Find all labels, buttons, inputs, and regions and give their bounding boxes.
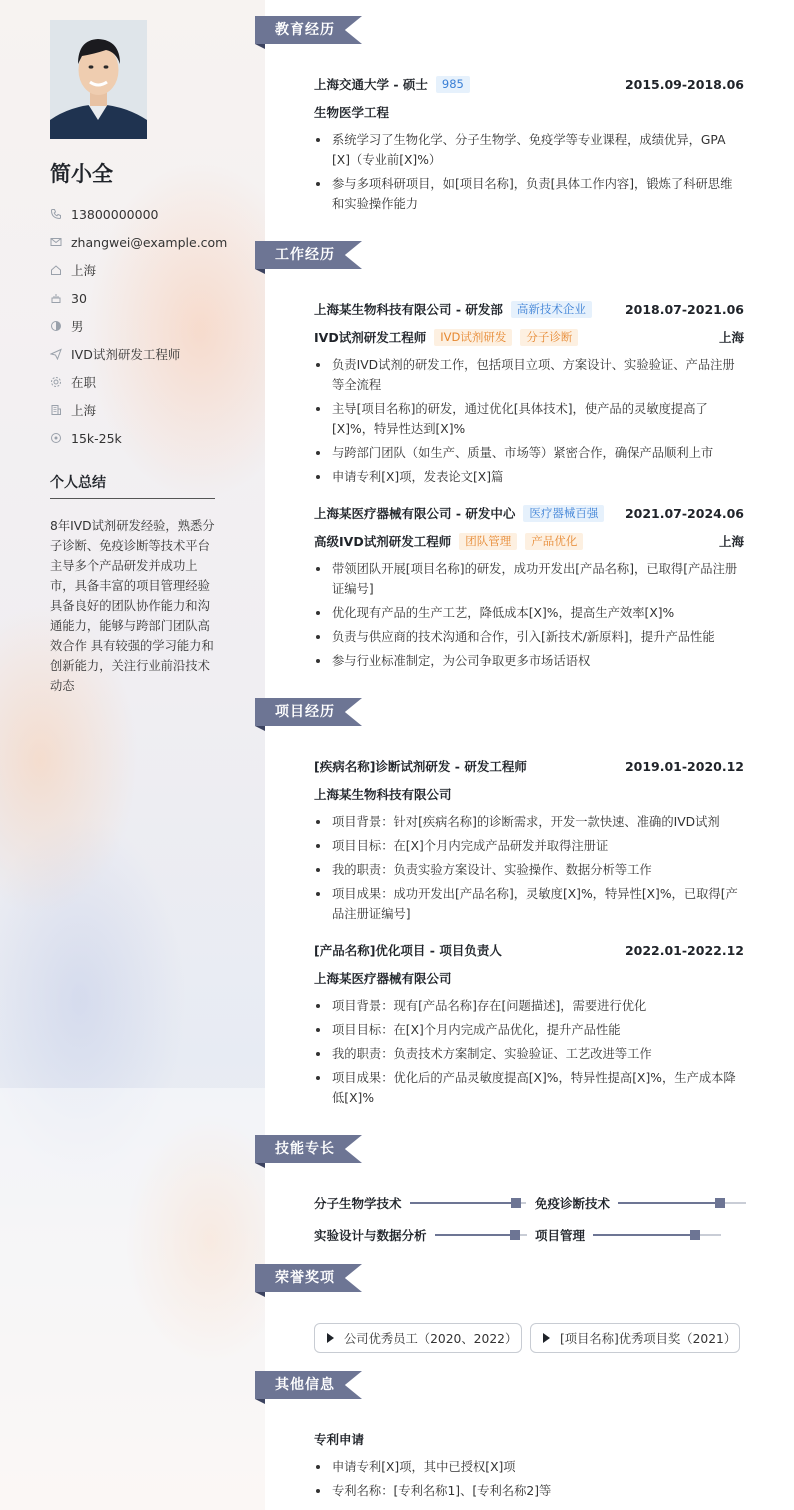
play-icon <box>327 1333 334 1343</box>
section-title: 项目经历 <box>275 704 335 720</box>
work-date: 2018.07-2021.06 <box>624 301 744 317</box>
list-item: 主导[项目名称]的研发，通过优化[具体技术]，使产品的灵敏度提高了[X]%，特异性达到[X]% <box>314 399 744 439</box>
info-position <box>50 340 227 368</box>
building-icon <box>50 404 62 416</box>
skill-fill <box>410 1202 517 1204</box>
info-gender <box>50 312 227 340</box>
section-title: 工作经历 <box>275 247 335 263</box>
list-item: 带领团队开展[项目名称]的研发，成功开发出[产品名称]，已取得[产品注册证编号] <box>314 559 744 599</box>
sidebar-fade <box>0 1088 265 1510</box>
work-bullets <box>314 355 744 491</box>
role-tag: 分子诊断 <box>520 329 578 346</box>
home-icon <box>50 264 62 276</box>
work-bullets <box>314 559 744 675</box>
other-title-text: 专利申请 <box>314 1432 365 1447</box>
project-title: [疾病名称]诊断试剂研发 - 研发工程师 <box>314 759 527 774</box>
summary-divider <box>50 498 215 499</box>
skill-item <box>314 1193 526 1213</box>
email-text: zhangwei@example.com <box>71 234 228 250</box>
role-name: 高级IVD试剂研发工程师 <box>314 534 452 549</box>
award-text: 公司优秀员工（2020、2022） <box>344 1332 518 1346</box>
main-content <box>265 0 794 1510</box>
section-title: 其他信息 <box>275 1377 335 1393</box>
project-header <box>314 940 744 960</box>
list-item: 项目目标：在[X]个月内完成产品研发并取得注册证 <box>314 836 744 856</box>
sidebar <box>0 0 265 1510</box>
skill-fill <box>435 1234 516 1236</box>
work-header <box>314 503 744 523</box>
skill-knob <box>510 1230 520 1240</box>
mail-icon <box>50 236 62 248</box>
section-title: 荣誉奖项 <box>275 1270 335 1286</box>
school-name: 上海交通大学 - 硕士 <box>314 77 428 92</box>
work-city: 上海 <box>718 534 744 549</box>
gender-icon <box>50 320 62 332</box>
info-work-city <box>50 396 227 424</box>
education-date: 2015.09-2018.06 <box>624 76 744 92</box>
skill-knob <box>511 1198 521 1208</box>
skill-fill <box>593 1234 695 1236</box>
list-item: 参与多项科研项目，如[项目名称]，负责[具体工作内容]，锻炼了科研思维和实验操作能力 <box>314 174 744 214</box>
location-text: 上海 <box>71 263 97 278</box>
info-phone <box>50 200 227 228</box>
list-item: 负责IVD试剂的研发工作，包括项目立项、方案设计、实验验证、产品注册等全流程 <box>314 355 744 395</box>
position-text: IVD试剂研发工程师 <box>71 347 181 362</box>
project-company <box>314 784 744 804</box>
phone-icon <box>50 208 62 220</box>
project-title: [产品名称]优化项目 - 项目负责人 <box>314 943 502 958</box>
education-bullets <box>314 130 744 218</box>
status-text: 在职 <box>71 375 97 390</box>
company-tag: 高新技术企业 <box>511 301 592 318</box>
project-company-text: 上海某医疗器械有限公司 <box>314 971 452 986</box>
other-title <box>314 1429 744 1449</box>
list-item: 项目成果：成功开发出[产品名称]，灵敏度[X]%，特异性[X]%，已取得[产品注册证编号] <box>314 884 744 924</box>
work-role-row <box>314 327 744 347</box>
other-bullets <box>314 1457 744 1505</box>
role-tag: IVD试剂研发 <box>434 329 512 346</box>
info-location <box>50 256 227 284</box>
list-item: 我的职责：负责技术方案制定、实验验证、工艺改进等工作 <box>314 1044 744 1064</box>
role-name: IVD试剂研发工程师 <box>314 330 427 345</box>
major-text: 生物医学工程 <box>314 105 390 120</box>
info-email <box>50 228 227 256</box>
list-item: 项目背景：针对[疾病名称]的诊断需求，开发一款快速、准确的IVD试剂 <box>314 812 744 832</box>
avatar <box>50 20 147 139</box>
project-date: 2022.01-2022.12 <box>624 942 744 958</box>
award-item[interactable] <box>530 1323 740 1353</box>
summary-text: 8年IVD试剂研发经验，熟悉分子诊断、免疫诊断等技术平台 主导多个产品研发并成功上市，具备丰富的项目管理经验 具备良好的团队协作能力和沟通能力，能够与跨部门团队高效合作 具有较强的学习能力和创新能力，关注行业前沿技术动态 <box>50 519 215 693</box>
project-date: 2019.01-2020.12 <box>624 758 744 774</box>
skill-name: 实验设计与数据分析 <box>314 1228 427 1243</box>
cake-icon <box>50 292 62 304</box>
list-item: 申请专利[X]项，其中已授权[X]项 <box>314 1457 744 1477</box>
work-city: 上海 <box>718 330 744 345</box>
skill-item <box>535 1193 746 1213</box>
info-age <box>50 284 227 312</box>
skill-knob <box>690 1230 700 1240</box>
list-item: 负责与供应商的技术沟通和合作，引入[新技术/新原料]，提升产品性能 <box>314 627 744 647</box>
role-tag: 团队管理 <box>459 533 517 550</box>
project-company <box>314 968 744 988</box>
skill-name: 分子生物学技术 <box>314 1196 402 1211</box>
list-item: 项目背景：现有[产品名称]存在[问题描述]，需要进行优化 <box>314 996 744 1016</box>
list-item: 与跨部门团队（如生产、质量、市场等）紧密合作，确保产品顺利上市 <box>314 443 744 463</box>
role-tag: 产品优化 <box>525 533 583 550</box>
send-icon <box>50 348 62 360</box>
section-title: 教育经历 <box>275 22 335 38</box>
list-item: 我的职责：负责实验方案设计、实验操作、数据分析等工作 <box>314 860 744 880</box>
avatar-photo <box>50 20 147 139</box>
company-name: 上海某医疗器械有限公司 - 研发中心 <box>314 506 516 521</box>
section-header-awards <box>255 1264 362 1294</box>
age-text: 30 <box>71 290 87 306</box>
contact-info-list <box>50 200 227 452</box>
section-header-education <box>255 16 362 46</box>
list-item: 优化现有产品的生产工艺，降低成本[X]%，提高生产效率[X]% <box>314 603 744 623</box>
info-status <box>50 368 227 396</box>
summary-title: 个人总结 <box>50 475 106 491</box>
work-date: 2021.07-2024.06 <box>624 505 744 521</box>
section-header-skills <box>255 1135 362 1165</box>
education-major <box>314 102 744 122</box>
skill-track <box>435 1234 527 1236</box>
company-name: 上海某生物科技有限公司 - 研发部 <box>314 302 503 317</box>
skill-knob <box>715 1198 725 1208</box>
skill-track <box>410 1202 526 1204</box>
skill-track <box>618 1202 746 1204</box>
list-item: 专利名称：[专利名称1]、[专利名称2]等 <box>314 1481 744 1501</box>
skill-item <box>535 1225 721 1245</box>
school-tag: 985 <box>436 76 470 93</box>
skill-track <box>593 1234 721 1236</box>
gender-text: 男 <box>71 319 84 334</box>
project-company-text: 上海某生物科技有限公司 <box>314 787 452 802</box>
skill-name: 项目管理 <box>535 1228 586 1243</box>
work-city-text: 上海 <box>71 403 97 418</box>
section-header-project <box>255 698 362 728</box>
list-item: 系统学习了生物化学、分子生物学、免疫学等专业课程，成绩优异，GPA [X]（专业前[X]%） <box>314 130 744 170</box>
salary-text: 15k-25k <box>71 430 122 446</box>
award-item[interactable] <box>314 1323 522 1353</box>
project-header <box>314 756 744 776</box>
list-item: 参与行业标准制定，为公司争取更多市场话语权 <box>314 651 744 671</box>
info-salary <box>50 424 227 452</box>
award-text: [项目名称]优秀项目奖（2021） <box>560 1332 737 1346</box>
project-bullets <box>314 812 744 928</box>
section-title: 技能专长 <box>275 1141 335 1157</box>
project-bullets <box>314 996 744 1112</box>
list-item: 申请专利[X]项，发表论文[X]篇 <box>314 467 744 487</box>
work-role-row <box>314 531 744 551</box>
list-item: 项目目标：在[X]个月内完成产品优化，提升产品性能 <box>314 1020 744 1040</box>
play-icon <box>543 1333 550 1343</box>
skill-fill <box>618 1202 720 1204</box>
candidate-name: 简小全 <box>50 162 113 186</box>
phone-text: 13800000000 <box>71 206 159 222</box>
work-header <box>314 299 744 319</box>
list-item: 项目成果：优化后的产品灵敏度提高[X]%，特异性提高[X]%，生产成本降低[X]% <box>314 1068 744 1108</box>
salary-icon <box>50 432 62 444</box>
skill-name: 免疫诊断技术 <box>535 1196 611 1211</box>
status-icon <box>50 376 62 388</box>
company-tag: 医疗器械百强 <box>523 505 604 522</box>
section-header-work <box>255 241 362 271</box>
section-header-other <box>255 1371 362 1401</box>
skill-item <box>314 1225 527 1245</box>
education-header <box>314 74 744 94</box>
